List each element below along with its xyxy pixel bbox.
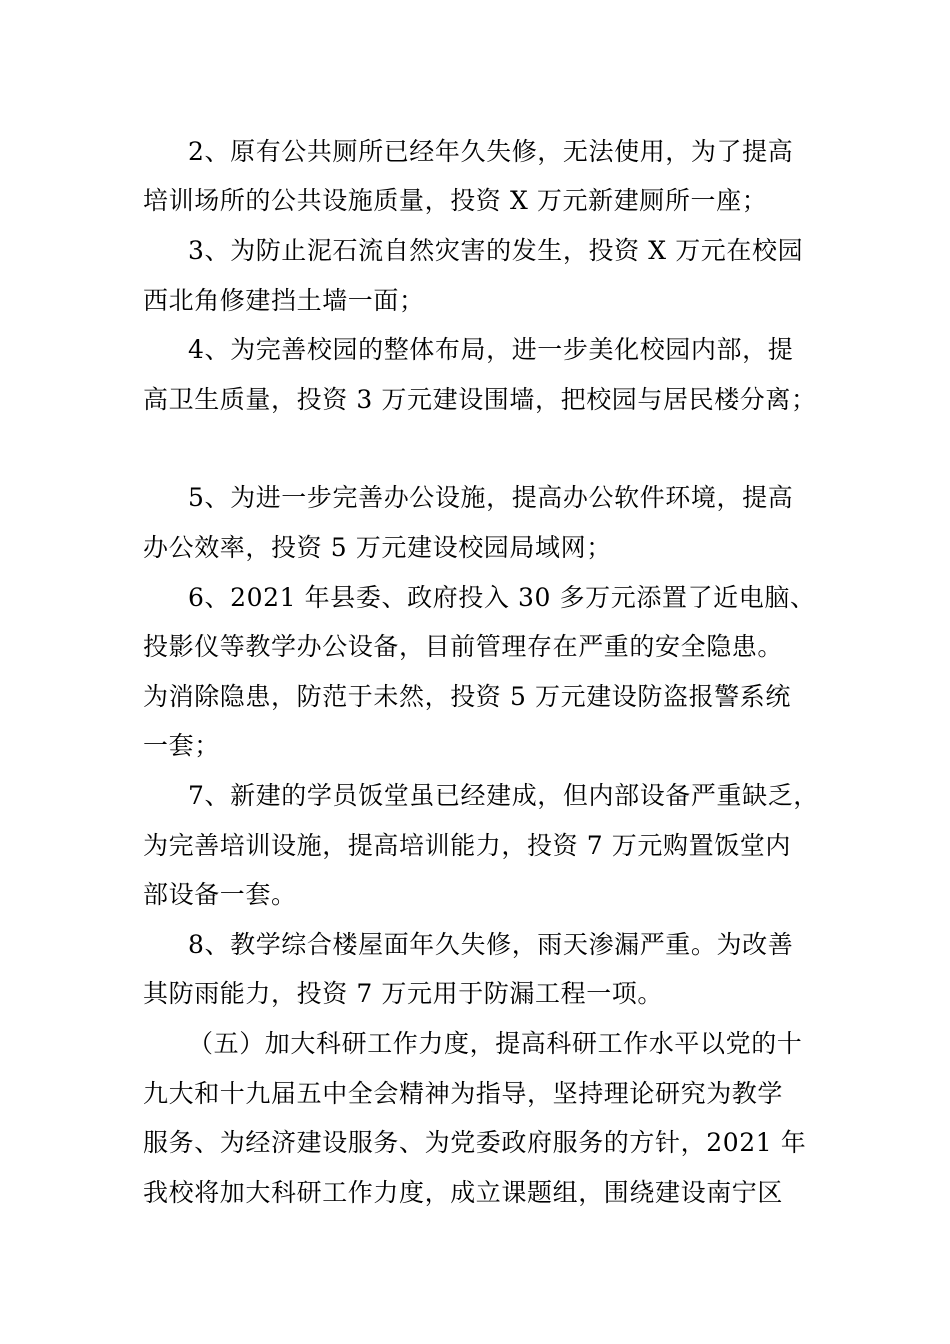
text-line: 为消除隐患，防范于未然，投资 5 万元建设防盗报警系统 xyxy=(143,682,792,711)
text-line: 服务、为经济建设服务、为党委政府服务的方针，2021 年 xyxy=(143,1128,807,1157)
text-line: 7、新建的学员饭堂虽已经建成，但内部设备严重缺乏， xyxy=(188,781,819,810)
text-line: （五）加大科研工作力度，提高科研工作水平以党的十 xyxy=(188,1029,803,1058)
text-line: 高卫生质量，投资 3 万元建设围墙，把校园与居民楼分离； xyxy=(143,385,817,414)
text-line: 4、为完善校园的整体布局，进一步美化校园内部，提 xyxy=(188,335,794,364)
text-line: 办公效率，投资 5 万元建设校园局域网； xyxy=(143,533,612,562)
text-line: 部设备一套。 xyxy=(143,880,297,909)
text-line: 九大和十九届五中全会精神为指导，坚持理论研究为教学 xyxy=(143,1079,784,1108)
text-line: 8、教学综合楼屋面年久失修，雨天渗漏严重。为改善 xyxy=(188,930,794,959)
text-line: 2、原有公共厕所已经年久失修，无法使用，为了提高 xyxy=(188,137,794,166)
text-line: 西北角修建挡土墙一面； xyxy=(143,286,425,315)
text-line: 6、2021 年县委、政府投入 30 多万元添置了近电脑、 xyxy=(188,583,816,612)
text-line: 为完善培训设施，提高培训能力，投资 7 万元购置饭堂内 xyxy=(143,831,792,860)
text-line: 其防雨能力，投资 7 万元用于防漏工程一项。 xyxy=(143,979,664,1008)
text-line: 培训场所的公共设施质量，投资 X 万元新建厕所一座； xyxy=(143,186,768,215)
text-line: 5、为进一步完善办公设施，提高办公软件环境，提高 xyxy=(188,483,794,512)
text-line: 3、为防止泥石流自然灾害的发生，投资 X 万元在校园 xyxy=(188,236,804,265)
text-line: 一套； xyxy=(143,731,220,760)
text-line: 我校将加大科研工作力度，成立课题组，围绕建设南宁区 xyxy=(143,1178,784,1207)
text-line: 投影仪等教学办公设备，目前管理存在严重的安全隐患。 xyxy=(143,632,784,661)
